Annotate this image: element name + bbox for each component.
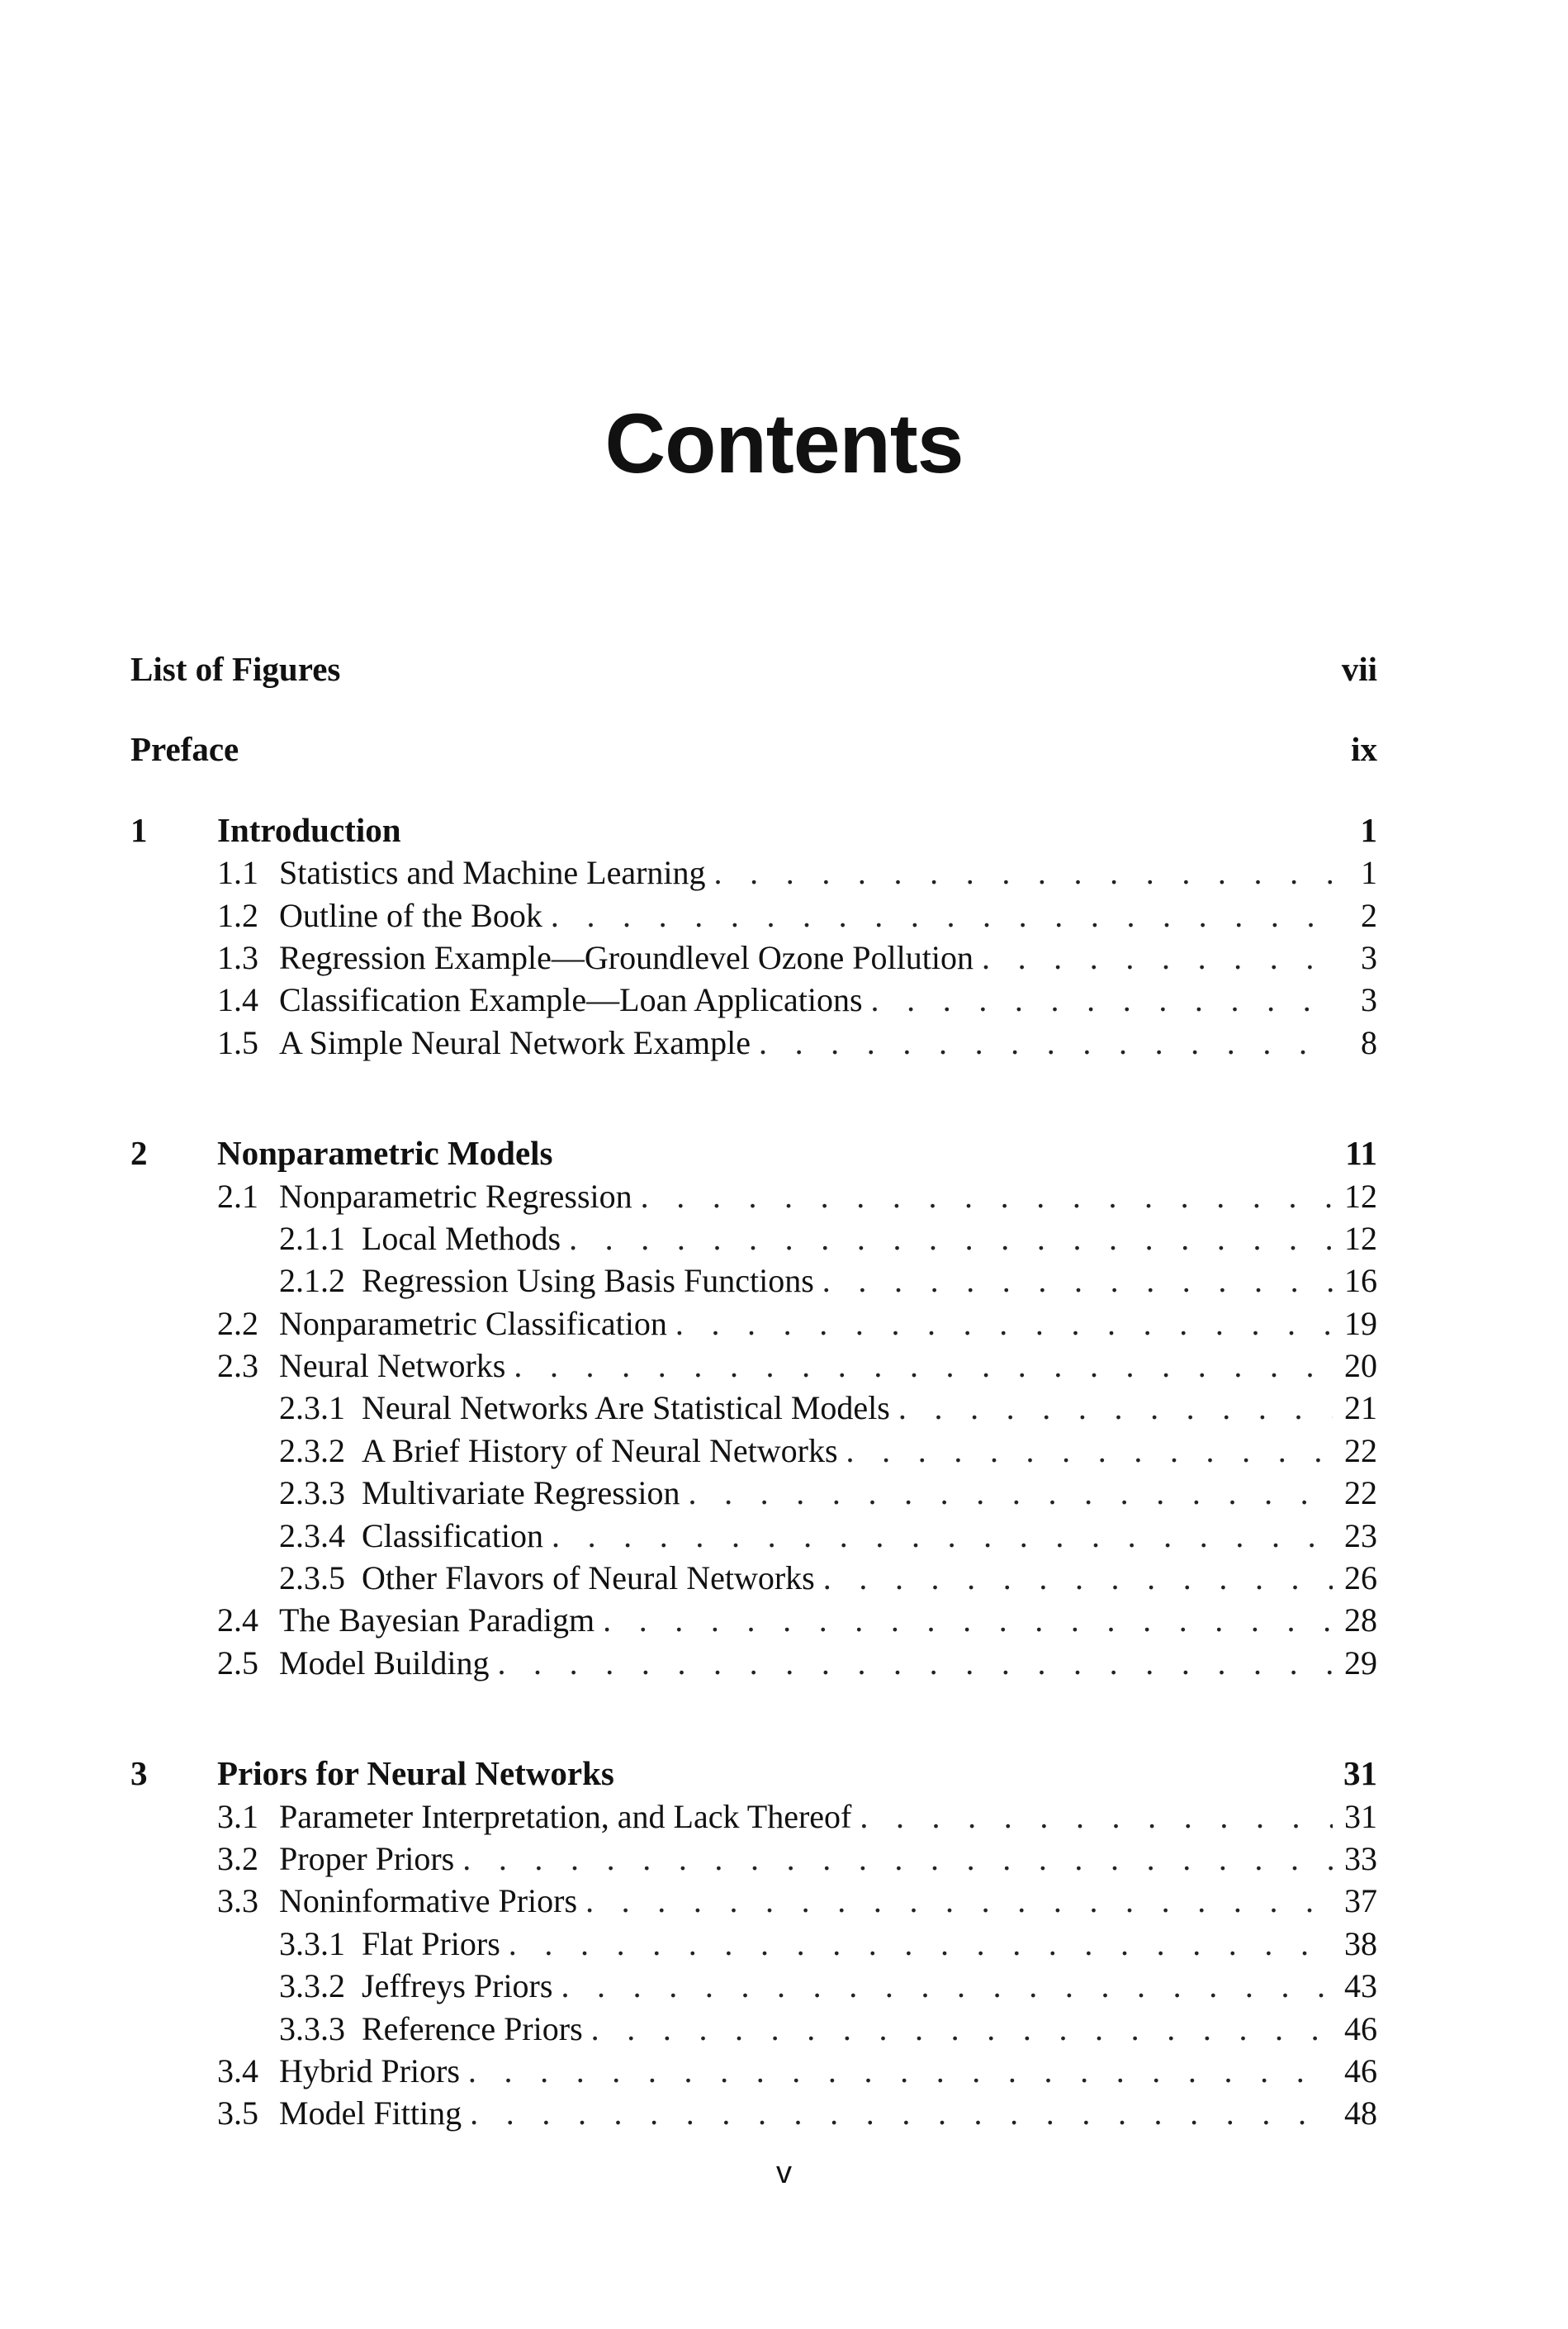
subsection-title: Flat Priors (362, 1924, 500, 1962)
section-title: Model Fitting (279, 2094, 462, 2132)
dot-leader (759, 1022, 1333, 1064)
toc-subsection[interactable] (130, 1430, 1377, 1472)
subsection-title: Classification (362, 1516, 543, 1554)
dot-leader (823, 1557, 1333, 1599)
dot-leader (569, 1217, 1333, 1259)
toc-section[interactable] (130, 1345, 1377, 1387)
table-of-contents (130, 648, 1377, 2135)
chapter-page: 1 (1360, 810, 1377, 849)
toc-subsection[interactable] (130, 2008, 1377, 2050)
subsection-number: 3.3.2 (279, 1967, 345, 2005)
chapter-page: 11 (1345, 1134, 1377, 1173)
chapter-title: Introduction (217, 810, 401, 849)
section-title: Parameter Interpretation, and Lack Thereof (279, 1797, 852, 1835)
toc-chapter[interactable] (130, 1753, 1377, 1795)
toc-section[interactable] (130, 2050, 1377, 2092)
section-page: 33 (1344, 1839, 1377, 1877)
toc-subsection[interactable] (130, 1557, 1377, 1599)
section-title: Classification Example—Loan Applications (279, 981, 863, 1019)
dot-leader (561, 1965, 1333, 2007)
subsection-number: 2.3.3 (279, 1474, 345, 1512)
subsection-page: 38 (1344, 1924, 1377, 1962)
toc-subsection[interactable] (130, 1472, 1377, 1514)
section-number: 2.1 (217, 1177, 258, 1215)
subsection-page: 12 (1344, 1219, 1377, 1257)
section-page: 19 (1344, 1304, 1377, 1342)
page-title: Contents (604, 396, 964, 491)
entry-page: ix (1351, 730, 1377, 769)
subsection-number: 3.3.3 (279, 2009, 345, 2047)
subsection-page: 43 (1344, 1967, 1377, 2005)
subsection-title: Neural Networks Are Statistical Models (362, 1389, 890, 1427)
subsection-number: 2.3.1 (279, 1389, 345, 1427)
subsection-number: 2.3.5 (279, 1559, 345, 1597)
section-title: Nonparametric Classification (279, 1304, 667, 1342)
dot-leader (688, 1472, 1333, 1514)
toc-chapter[interactable] (130, 1132, 1377, 1174)
section-number: 1.4 (217, 981, 258, 1019)
section-number: 2.3 (217, 1347, 258, 1385)
section-page: 46 (1344, 2052, 1377, 2089)
section-title: Proper Priors (279, 1839, 455, 1877)
subsection-title: Multivariate Regression (362, 1474, 680, 1512)
section-number: 1.1 (217, 854, 258, 892)
section-page: 48 (1344, 2094, 1377, 2132)
section-page: 2 (1361, 896, 1377, 934)
chapter-title: Priors for Neural Networks (217, 1754, 614, 1793)
toc-section[interactable] (130, 1838, 1377, 1880)
dot-leader (846, 1430, 1333, 1472)
toc-section[interactable] (130, 1795, 1377, 1838)
toc-section[interactable] (130, 1175, 1377, 1217)
page-number: v (776, 2156, 792, 2190)
chapter-page: 31 (1343, 1754, 1377, 1793)
chapter-number: 1 (130, 810, 148, 849)
section-title: Outline of the Book (279, 896, 542, 934)
subsection-title: Jeffreys Priors (362, 1967, 553, 2005)
toc-subsection[interactable] (130, 1259, 1377, 1302)
subsection-number: 2.1.2 (279, 1262, 345, 1300)
subsection-title: Other Flavors of Neural Networks (362, 1559, 815, 1597)
toc-subsection[interactable] (130, 1387, 1377, 1429)
entry-title: List of Figures (130, 650, 341, 688)
toc-section[interactable] (130, 937, 1377, 979)
section-number: 2.5 (217, 1644, 258, 1682)
toc-section[interactable] (130, 1022, 1377, 1064)
section-page: 3 (1361, 938, 1377, 976)
section-number: 3.1 (217, 1797, 258, 1835)
chapter-title: Nonparametric Models (217, 1134, 553, 1173)
section-number: 3.3 (217, 1882, 258, 1920)
dot-leader (468, 2050, 1333, 2092)
section-page: 28 (1344, 1601, 1377, 1639)
subsection-page: 21 (1344, 1389, 1377, 1427)
dot-leader (898, 1387, 1333, 1429)
section-number: 3.5 (217, 2094, 258, 2132)
dot-leader (551, 894, 1333, 937)
section-title: Regression Example—Groundlevel Ozone Pollution (279, 938, 973, 976)
section-number: 2.4 (217, 1601, 258, 1639)
section-number: 3.2 (217, 1839, 258, 1877)
section-title: Statistics and Machine Learning (279, 854, 706, 892)
toc-section[interactable] (130, 851, 1377, 894)
subsection-page: 23 (1344, 1516, 1377, 1554)
dot-leader (714, 851, 1333, 894)
dot-leader (552, 1515, 1333, 1557)
toc-chapter[interactable] (130, 809, 1377, 851)
section-page: 29 (1344, 1644, 1377, 1682)
section-page: 1 (1361, 854, 1377, 892)
dot-leader (822, 1259, 1333, 1302)
section-title: Noninformative Priors (279, 1882, 578, 1920)
dot-leader (591, 2008, 1333, 2050)
dot-leader (641, 1175, 1333, 1217)
toc-entry-front[interactable] (130, 728, 1377, 771)
dot-leader (603, 1599, 1333, 1641)
toc-section[interactable] (130, 1880, 1377, 1922)
toc-section[interactable] (130, 1599, 1377, 1641)
subsection-title: Local Methods (362, 1219, 561, 1257)
section-number: 1.3 (217, 938, 258, 976)
toc-subsection[interactable] (130, 1217, 1377, 1259)
toc-section[interactable] (130, 1642, 1377, 1684)
section-number: 3.4 (217, 2052, 258, 2089)
toc-section[interactable] (130, 979, 1377, 1021)
section-title: Nonparametric Regression (279, 1177, 632, 1215)
subsection-title: A Brief History of Neural Networks (362, 1431, 838, 1469)
subsection-title: Reference Priors (362, 2009, 583, 2047)
toc-subsection[interactable] (130, 1515, 1377, 1557)
dot-leader (470, 2092, 1333, 2134)
subsection-page: 46 (1344, 2009, 1377, 2047)
subsection-number: 2.3.2 (279, 1431, 345, 1469)
chapter-number: 2 (130, 1134, 148, 1173)
toc-subsection[interactable] (130, 1965, 1377, 2007)
section-title: Neural Networks (279, 1347, 506, 1385)
section-number: 2.2 (217, 1304, 258, 1342)
toc-section[interactable] (130, 894, 1377, 937)
subsection-number: 2.1.1 (279, 1219, 345, 1257)
section-number: 1.5 (217, 1023, 258, 1061)
section-title: The Bayesian Paradigm (279, 1601, 595, 1639)
toc-section[interactable] (130, 1302, 1377, 1345)
dot-leader (585, 1880, 1333, 1922)
dot-leader (982, 937, 1333, 979)
chapter-number: 3 (130, 1754, 148, 1793)
dot-leader (860, 1795, 1333, 1838)
toc-entry-front[interactable] (130, 648, 1377, 690)
section-title: Model Building (279, 1644, 490, 1682)
dot-leader (509, 1923, 1333, 1965)
dot-leader (514, 1345, 1333, 1387)
section-page: 12 (1344, 1177, 1377, 1215)
entry-title: Preface (130, 730, 239, 769)
section-page: 3 (1361, 981, 1377, 1019)
subsection-number: 3.3.1 (279, 1924, 345, 1962)
subsection-page: 22 (1344, 1474, 1377, 1512)
entry-page: vii (1341, 650, 1377, 688)
subsection-title: Regression Using Basis Functions (362, 1262, 814, 1300)
section-page: 8 (1361, 1023, 1377, 1061)
section-page: 31 (1344, 1797, 1377, 1835)
dot-leader (675, 1302, 1333, 1345)
dot-leader (871, 979, 1333, 1021)
section-title: Hybrid Priors (279, 2052, 460, 2089)
section-title: A Simple Neural Network Example (279, 1023, 751, 1061)
subsection-page: 22 (1344, 1431, 1377, 1469)
subsection-page: 26 (1344, 1559, 1377, 1597)
section-page: 37 (1344, 1882, 1377, 1920)
dot-leader (462, 1838, 1333, 1880)
dot-leader (497, 1642, 1333, 1684)
toc-subsection[interactable] (130, 1923, 1377, 1965)
subsection-page: 16 (1344, 1262, 1377, 1300)
toc-section[interactable] (130, 2092, 1377, 2134)
subsection-number: 2.3.4 (279, 1516, 345, 1554)
section-page: 20 (1344, 1347, 1377, 1385)
section-number: 1.2 (217, 896, 258, 934)
